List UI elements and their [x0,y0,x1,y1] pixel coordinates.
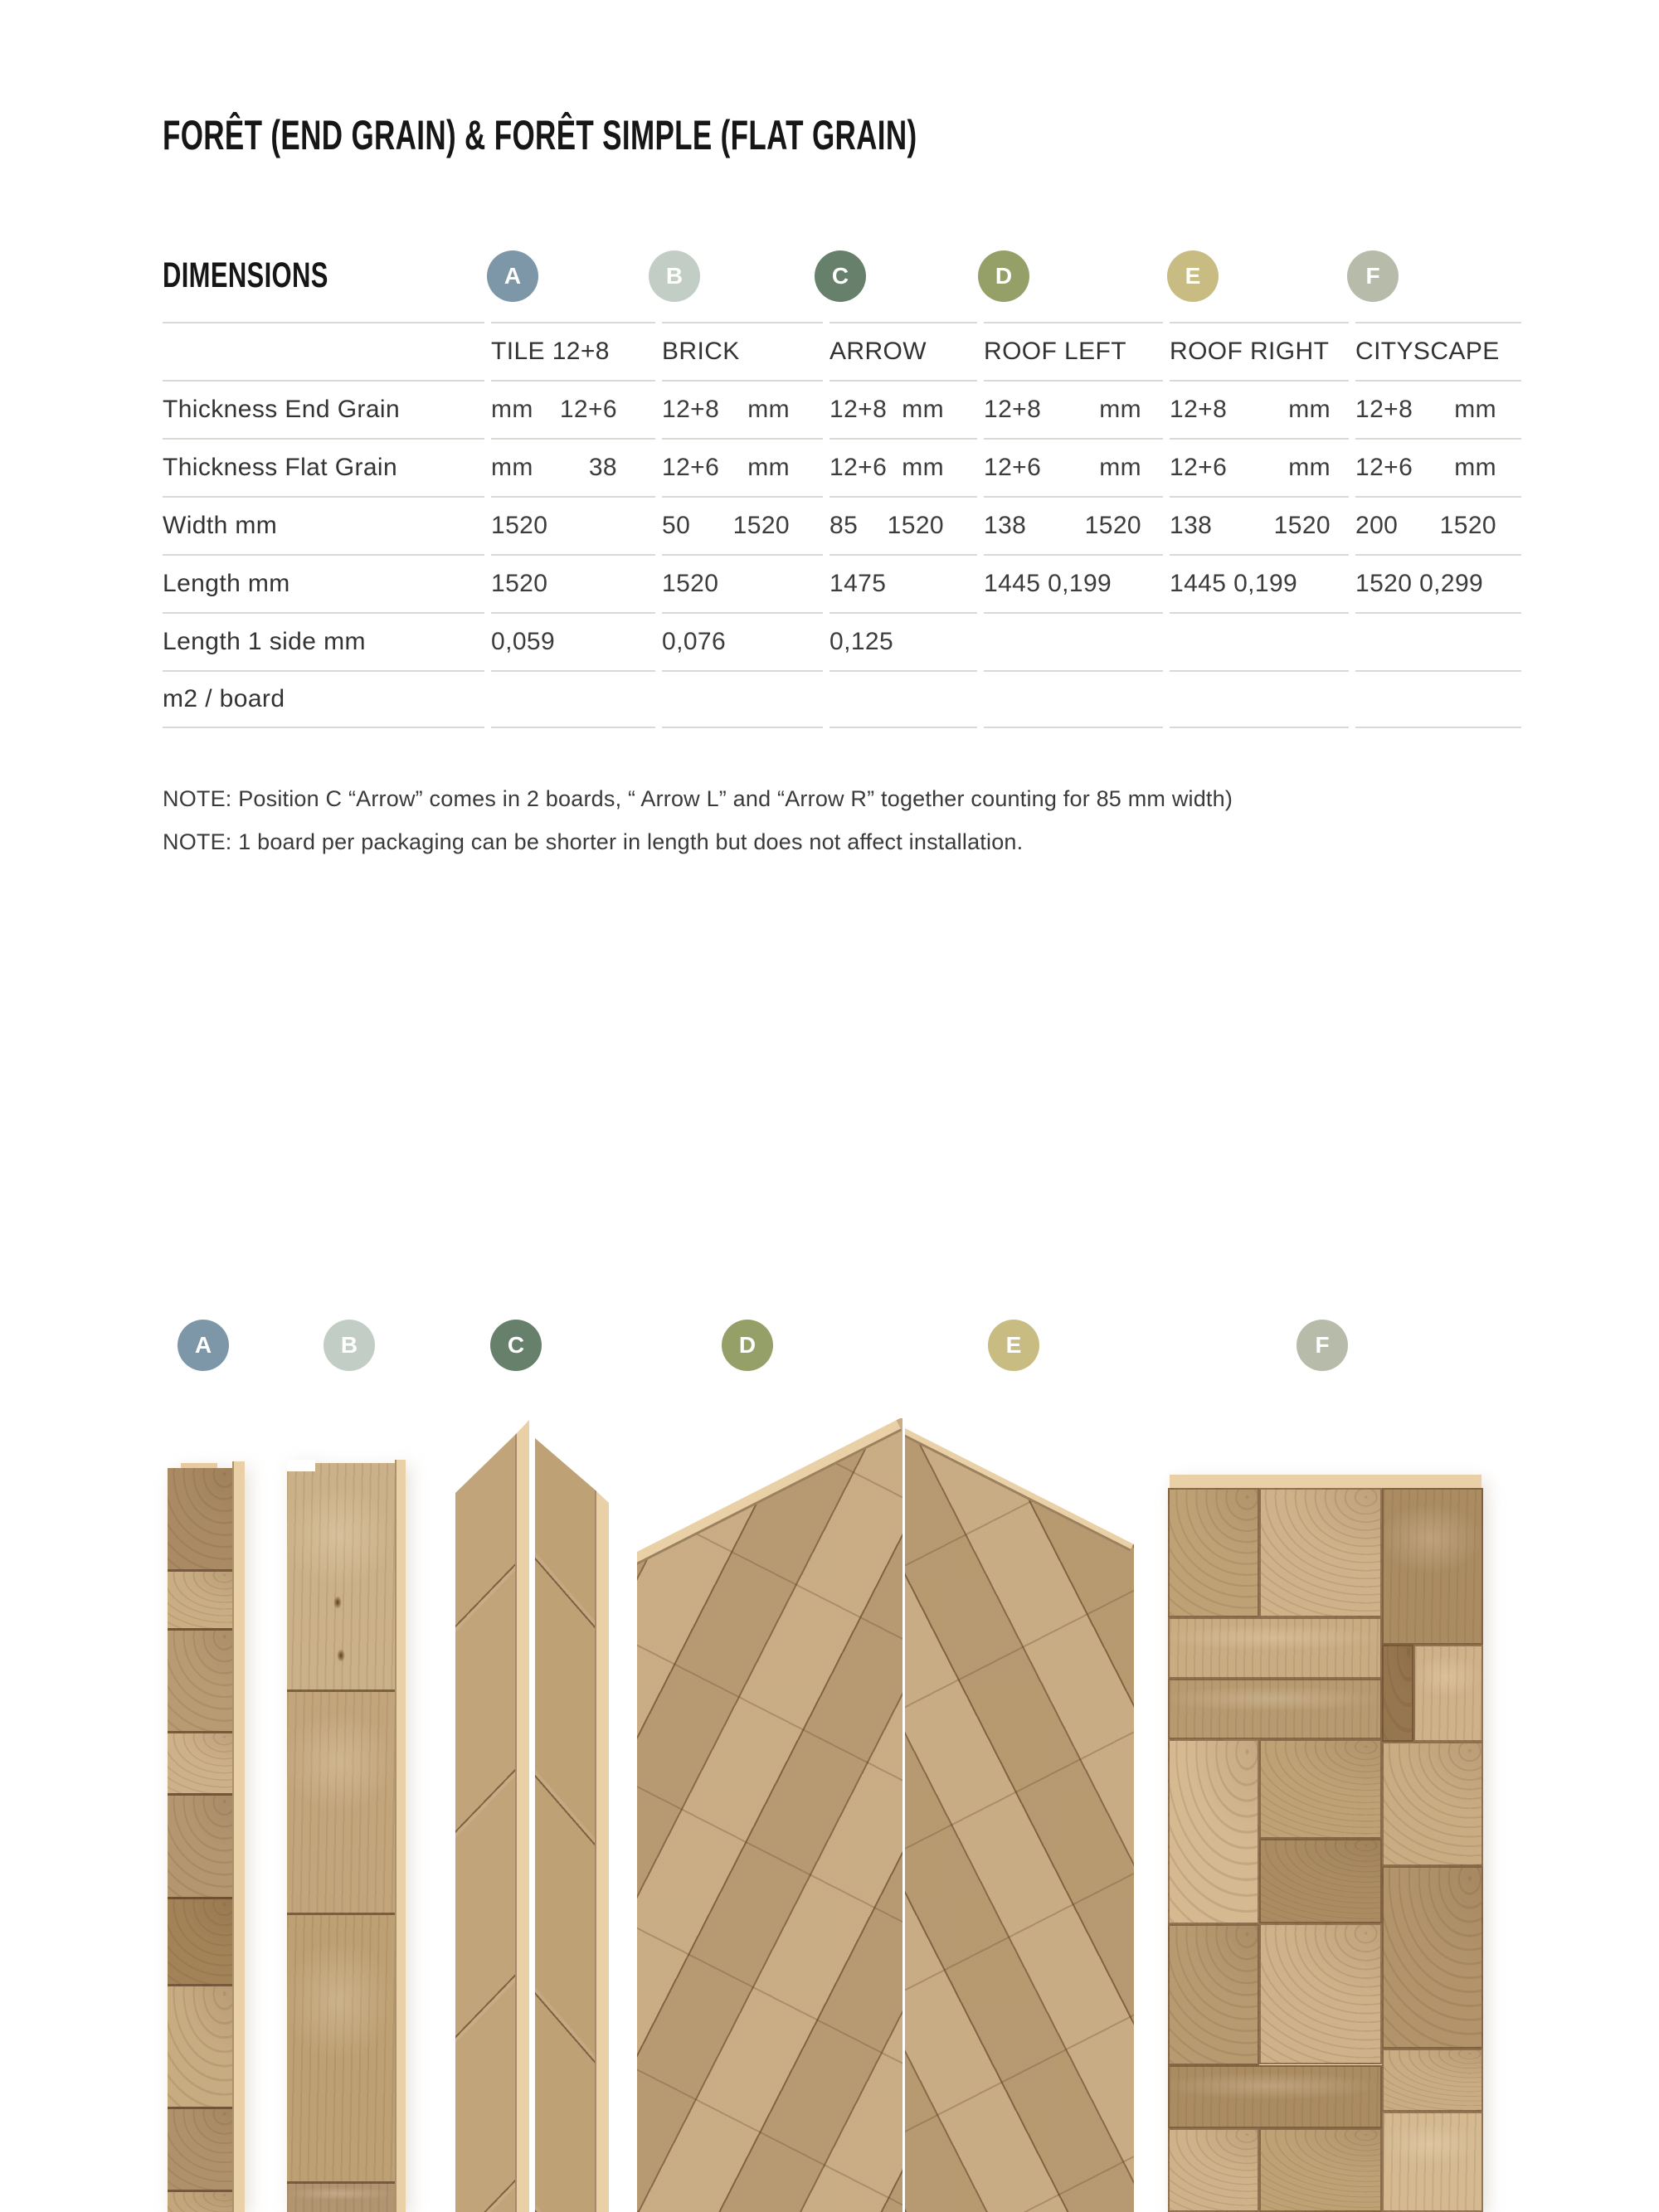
table-cell [830,380,977,438]
table-cell [984,380,1163,438]
table-cell [1170,496,1349,554]
mosaic-block [1168,2128,1259,2212]
cell-value-left: 0,076 [662,628,727,655]
end-grain-tile [168,1793,232,1897]
table-cell [830,496,977,554]
cell-value-left: 12+6 [830,454,888,481]
board-e-top-sliver [899,1422,1136,1551]
table-cell [662,554,823,612]
cell-value-right: 38 [588,454,617,481]
flat-grain-section [287,2181,395,2212]
table-cell [1355,554,1521,612]
mosaic-block [1259,1739,1382,1839]
sample-circle-c: C [490,1320,542,1371]
mosaic-block [1382,1866,1483,2049]
cell-value-left: 12+8 [1170,396,1228,423]
cell-value-right: 1520 [887,512,944,539]
sample-board-e-roof-right [905,1423,1134,2212]
table-cell [984,612,1163,670]
sample-circle-b: B [324,1320,375,1371]
column-header-e: ROOF RIGHT [1170,322,1349,380]
cell-value-left: 12+8 [662,396,720,423]
cell-value-right: mm [1288,454,1331,481]
table-cell [1355,380,1521,438]
cell-value-left: 12+8 [830,396,888,423]
mosaic-block [1382,1645,1413,1742]
mosaic-block [1168,1488,1259,1617]
cell-value-left: 85 [830,512,859,539]
mosaic-block [1382,2049,1483,2112]
mosaic-block [1168,1739,1259,1924]
table-cell [984,438,1163,496]
table-cell [1355,612,1521,670]
cell-value-right: 12+6 [559,396,617,423]
board-a-edge-sliver [232,1461,245,2212]
cell-value-left: 1520 [491,512,548,539]
board-b-edge-sliver [395,1460,406,2212]
end-grain-tile [168,1569,232,1628]
table-cell [662,380,823,438]
cell-value-right: mm [902,454,944,481]
table-cell [984,554,1163,612]
table-cell [491,670,655,728]
end-grain-tile [168,1628,232,1731]
mosaic-block [1259,1839,1382,1923]
row-label: Length 1 side mm [163,612,484,670]
cell-value-right: mm [1288,396,1331,423]
column-header-f: CITYSCAPE [1355,322,1521,380]
cell-value-right: mm [1454,454,1496,481]
board-d-top-sliver [630,1419,902,1566]
cell-value-right: 1520 [732,512,790,539]
end-grain-tile [168,2107,232,2190]
board-b-top-notch [287,1460,315,1471]
dimensions-heading: DIMENSIONS [163,255,328,295]
table-cell [1355,670,1521,728]
legend-circle-d: D [978,250,1029,302]
table-cell [1355,496,1521,554]
cell-value-left: 1520 0,299 [1355,570,1484,597]
cell-value-left: 1445 0,199 [1170,570,1298,597]
end-grain-tile [168,1468,232,1569]
table-cell [662,438,823,496]
cell-value-left: mm [491,454,533,481]
wood-knot [333,1596,342,1609]
mosaic-block [1413,1645,1483,1742]
cell-value-left: 12+6 [1170,454,1228,481]
cell-value-left: 12+8 [984,396,1042,423]
mosaic-block [1168,1924,1259,2065]
table-cell [1170,380,1349,438]
note-board-length: NOTE: 1 board per packaging can be shorter in length but does not affect installation. [163,829,1024,854]
row-label: Length mm [163,554,484,612]
sample-circle-e: E [988,1320,1039,1371]
cell-value-right: mm [747,454,790,481]
cell-value-left: 138 [1170,512,1213,539]
table-cell [491,612,655,670]
cell-value-right: mm [1099,454,1141,481]
flat-grain-section [287,1463,395,1689]
cell-value-left: 12+6 [984,454,1042,481]
flat-grain-section [287,1689,395,1913]
mosaic-block [1382,2112,1483,2212]
end-grain-tile [168,1984,232,2107]
table-cell [1170,554,1349,612]
mosaic-block [1259,2128,1382,2212]
mosaic-block [1168,2065,1382,2128]
table-cell [662,612,823,670]
legend-circle-c: C [815,250,866,302]
table-cell [662,670,823,728]
legend-circle-a: A [487,250,538,302]
sample-board-b-brick [287,1460,404,2212]
sample-board-a-tile [168,1461,243,2212]
end-grain-tile [168,2190,232,2212]
table-cell [1355,438,1521,496]
cell-value-right: mm [902,396,944,423]
row-label: m2 / board [163,670,484,728]
mosaic-block [1259,1488,1382,1617]
cell-value-left: 200 [1355,512,1399,539]
row-label: Thickness Flat Grain [163,438,484,496]
cell-value-left: 12+6 [662,454,720,481]
table-cell [491,380,655,438]
column-header-a: TILE 12+8 [491,322,655,380]
column-header-d: ROOF LEFT [984,322,1163,380]
cell-value-left: 1520 [662,570,719,597]
dimensions-table [163,322,1521,728]
end-grain-tile [168,1897,232,1984]
sample-board-c-arrow-left [455,1420,529,2212]
board-c-edge-sliver [515,1420,531,2212]
page-title: FORÊT (END GRAIN) & FORÊT SIMPLE (FLAT GRAIN) [163,112,917,158]
cell-value-left: 50 [662,512,691,539]
note-arrow-boards: NOTE: Position C “Arrow” comes in 2 boards, “ Arrow L” and “Arrow R” together counting for 85 mm width) [163,786,1233,811]
table-cell [491,554,655,612]
table-cell [830,438,977,496]
end-grain-tile [168,1731,232,1793]
table-cell [830,612,977,670]
cell-value-left: 0,059 [491,628,556,655]
sample-circle-f: F [1297,1320,1348,1371]
cell-value-right: 1520 [1084,512,1141,539]
table-cell [1170,438,1349,496]
cell-value-right: mm [1099,396,1141,423]
sample-board-d-roof-left [637,1418,902,2212]
table-corner-cell [163,322,484,380]
cell-value-left: 1475 [830,570,887,597]
table-cell [1170,612,1349,670]
sample-board-c-arrow-right [535,1438,609,2212]
board-c-edge-sliver [595,1438,611,2212]
column-header-c: ARROW [830,322,977,380]
mosaic-block [1259,1923,1382,2064]
board-a-face [168,1468,232,2212]
row-label: Width mm [163,496,484,554]
table-cell [491,438,655,496]
sample-board-f-cityscape [1166,1475,1485,2212]
mosaic-block [1382,1742,1483,1866]
sample-circle-d: D [722,1320,773,1371]
legend-circle-e: E [1167,250,1219,302]
mosaic-block [1168,1617,1382,1679]
cell-value-right: 1520 [1273,512,1331,539]
wood-knot [337,1649,345,1662]
cell-value-right: mm [747,396,790,423]
table-cell [830,554,977,612]
table-cell [491,496,655,554]
cell-value-left: 1445 0,199 [984,570,1112,597]
cell-value-left: mm [491,396,533,423]
board-b-face [287,1463,395,2212]
table-cell [830,670,977,728]
cell-value-left: 12+8 [1355,396,1413,423]
table-cell [984,496,1163,554]
column-header-b: BRICK [662,322,823,380]
row-label: Thickness End Grain [163,380,484,438]
cell-value-left: 138 [984,512,1027,539]
cell-value-left: 1520 [491,570,548,597]
cell-value-right: 1520 [1439,512,1496,539]
flat-grain-section [287,1913,395,2181]
legend-circle-b: B [649,250,700,302]
notes [163,786,1233,873]
legend-circle-f: F [1347,250,1399,302]
cell-value-right: mm [1454,396,1496,423]
mosaic-block [1382,1488,1483,1645]
sample-circle-a: A [178,1320,229,1371]
cell-value-left: 0,125 [830,628,894,655]
mosaic-block [1168,1679,1382,1739]
table-cell [662,496,823,554]
table-cell [984,670,1163,728]
cell-value-left: 12+6 [1355,454,1413,481]
table-cell [1170,670,1349,728]
